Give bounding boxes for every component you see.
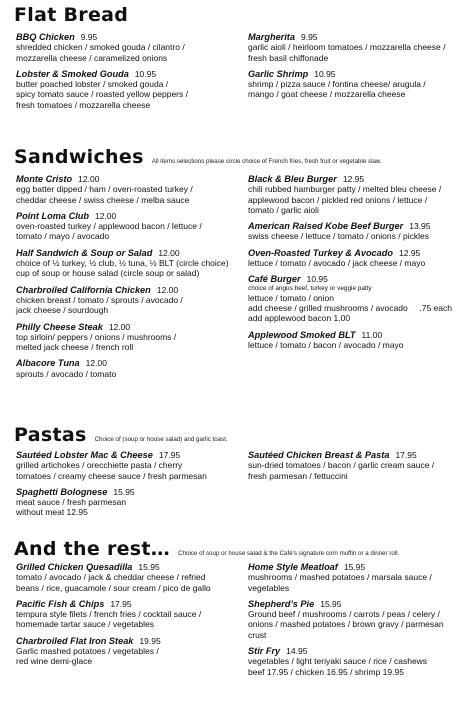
item-desc: mushrooms / mashed potatoes / marsala sauce / (248, 572, 432, 583)
item-desc: Garlic mashed potatoes / vegetables / (16, 646, 159, 657)
column-right (248, 562, 452, 683)
menu-item (16, 487, 238, 518)
menu-item (16, 358, 238, 379)
item-desc: tomato / garlic aioli (248, 204, 319, 215)
item-subnote: choice of angus beef, turkey or veggie patty (248, 284, 372, 292)
item-addon (248, 303, 452, 313)
menu-item (248, 174, 452, 215)
menu-item (248, 330, 452, 351)
section-title: Flat Bread (14, 4, 129, 26)
item-price: 10.95 (314, 68, 336, 79)
section-note: All items selections please circle choice of French fries, fresh fruit or vegetable slaw. (151, 158, 382, 165)
item-name: Monte Cristo (16, 174, 73, 184)
item-desc: choice of ½ turkey, ½ club, ½ tuna, ½ BLT (circle choice) (16, 258, 229, 269)
menu-item (16, 599, 238, 630)
item-name: Café Burger (248, 274, 301, 285)
item-price: 10.95 (306, 274, 328, 285)
item-desc: fresh basil chiffonade (248, 52, 329, 63)
item-price: 17.95 (395, 450, 417, 460)
item-name: Black & Bleu Burger (248, 174, 337, 184)
item-price: 9.95 (80, 32, 98, 42)
item-desc: tomatoes / creamy cheese sauce / fresh parmesan (16, 470, 207, 481)
item-desc: mango / goat cheese / mozzarella cheese (248, 89, 406, 100)
section-flatbread (14, 4, 450, 122)
item-desc: grilled artichokes / orecchiette pasta / cherry (16, 460, 183, 471)
item-name: Charbroiled California Chicken (16, 284, 151, 295)
item-name: Grilled Chicken Quesadilla (16, 562, 133, 572)
item-price: 9.95 (300, 32, 318, 42)
item-desc: meat sauce / fresh parmesan (16, 497, 127, 508)
item-desc: jack cheese / sourdough (16, 305, 109, 316)
column-left (16, 562, 238, 673)
item-desc: cup of soup or house salad (circle soup or salad) (16, 268, 200, 279)
item-desc: chicken breast / tomato / sprouts / avocado / (16, 294, 183, 305)
item-price: 12.00 (85, 358, 107, 369)
item-desc: shrimp / pizza sauce / fontina cheese/ arugula / (248, 79, 426, 90)
item-price: 14.95 (286, 646, 308, 657)
section-header (14, 424, 450, 446)
item-desc: lettuce / tomato / bacon / avocado / mayo (248, 339, 404, 350)
item-desc: lettuce / tomato / onion (248, 292, 334, 303)
item-price: 15.95 (113, 486, 135, 497)
item-price: 19.95 (139, 635, 161, 646)
item-price: 11.00 (361, 329, 383, 340)
menu-item (16, 211, 238, 242)
item-desc: onions / mashed potatoes / brown gravy / parmesan (248, 619, 444, 630)
item-desc: add applewood bacon 1.00 (248, 313, 351, 324)
menu-item (16, 636, 238, 667)
item-name: Shepherd’s Pie (248, 598, 315, 609)
item-desc: vegetables / light teriyaki sauce / rice / cashews (248, 656, 428, 667)
item-desc: tomato / mayo / avocado (16, 231, 110, 242)
menu-item (248, 69, 452, 100)
item-name: Spaghetti Bolognese (16, 486, 108, 497)
item-desc: tempura style filets / french fries / cocktail sauce / (16, 609, 202, 620)
menu-item (248, 646, 452, 677)
menu-item (248, 32, 452, 63)
item-desc: mozzarella cheese / caramelized onions (16, 52, 168, 63)
item-price: 12.00 (156, 284, 179, 295)
menu-item (16, 248, 238, 279)
item-name: Sautéed Chicken Breast & Pasta (248, 450, 390, 460)
item-name: Philly Cheese Steak (16, 321, 103, 332)
item-name: Margherita (248, 32, 295, 42)
section-note: Choice of (soup or house salad) and garlic toast. (94, 436, 228, 443)
item-name: Garlic Shrimp (248, 68, 309, 79)
item-desc: sun-dried tomatoes / bacon / garlic cream sauce / (248, 460, 435, 471)
item-price: 15.95 (320, 598, 342, 609)
item-price: 12.00 (78, 174, 100, 184)
item-desc: spicy tomato sauce / roasted yellow peppers / (16, 89, 188, 100)
item-desc: cheddar cheese / swiss cheese / melba sauce (16, 194, 190, 205)
column-left (16, 174, 238, 385)
item-desc: beef 17.95 / chicken 16.95 / shrimp 19.95 (248, 666, 404, 677)
column-right (248, 32, 452, 106)
item-desc: chili rubbed hamburger patty / melted bleu cheese / (248, 184, 442, 195)
menu-item (248, 221, 452, 242)
menu-item (16, 32, 238, 63)
item-name: Albacore Tuna (16, 358, 80, 369)
section-header (14, 538, 450, 560)
menu-item (248, 274, 452, 323)
item-desc: butter poached lobster / smoked gouda / (16, 79, 169, 90)
item-price: 15.95 (343, 562, 366, 572)
column-right (248, 174, 452, 356)
item-desc: tomato / avocado / jack & cheddar cheese / refried (16, 572, 206, 583)
item-price: 17.95 (110, 598, 132, 609)
section-pastas (14, 424, 450, 540)
item-desc: garlic aioli / heirloom tomatoes / mozzarella cheese / (248, 42, 446, 53)
addon-price: .75 each (419, 302, 452, 313)
item-desc: beans / rice, guacamole / sour cream / pico de gallo (16, 582, 211, 593)
menu-item (16, 450, 238, 481)
item-name: American Raised Kobe Beef Burger (248, 221, 404, 232)
item-name: Applewood Smoked BLT (248, 329, 356, 340)
item-price: 12.95 (399, 247, 421, 258)
item-price: 17.95 (158, 450, 181, 460)
item-desc: egg batter dipped / ham / oven-roasted turkey / (16, 184, 193, 195)
item-desc: applewood bacon / pickled red onions / lettuce / (248, 194, 428, 205)
item-price: 10.95 (134, 68, 157, 79)
section-header (14, 146, 450, 168)
menu-item (16, 174, 238, 205)
item-price: 12.00 (94, 210, 117, 221)
item-price: 12.00 (158, 247, 180, 258)
item-desc: vegetables (248, 582, 290, 593)
menu-item (16, 322, 238, 353)
section-and-the-rest (14, 538, 450, 702)
item-desc: shredded chicken / smoked gouda / cilantro / (16, 42, 185, 53)
item-name: Point Loma Club (16, 210, 89, 221)
item-desc: fresh parmesan / fettuccini (248, 470, 348, 481)
item-name: Lobster & Smoked Gouda (16, 68, 129, 79)
item-name: BBQ Chicken (16, 32, 75, 42)
item-desc: oven-roasted turkey / applewood bacon / lettuce / (16, 221, 202, 232)
item-name: Pacific Fish & Chips (16, 598, 105, 609)
item-desc: melted jack cheese / french roll (16, 342, 134, 353)
section-note: Choice of soup or house salad & the Café's signature corn muffin or a dinner roll. (178, 550, 400, 557)
item-name: Home Style Meatloaf (248, 562, 338, 572)
item-desc: fresh tomatoes / mozzarella cheese (16, 99, 151, 110)
column-left (16, 32, 238, 116)
section-title: Sandwiches (14, 146, 144, 168)
item-price: 13.95 (409, 221, 431, 232)
item-desc: lettuce / tomato / avocado / jack cheese / mayo (248, 258, 426, 269)
item-name: Oven-Roasted Turkey & Avocado (248, 247, 393, 258)
menu-item (16, 562, 238, 593)
menu-item (248, 599, 452, 640)
column-left (16, 450, 238, 524)
menu-item (16, 285, 238, 316)
item-price: 12.95 (342, 174, 365, 184)
item-name: Stir Fry (248, 646, 281, 657)
section-sandwiches (14, 146, 450, 414)
menu-item (248, 562, 452, 593)
item-desc: red wine demi-glace (16, 656, 93, 667)
section-header (14, 4, 450, 26)
item-desc: sprouts / avocado / tomato (16, 368, 117, 379)
item-desc: crust (248, 629, 267, 640)
item-desc: swiss cheese / lettuce / tomato / onions / pickles (248, 231, 429, 242)
item-name: Charbroiled Flat Iron Steak (16, 635, 134, 646)
item-name: Half Sandwich & Soup or Salad (16, 247, 153, 258)
menu-item (16, 69, 238, 110)
menu-item (248, 450, 452, 481)
section-title: Pastas (14, 424, 87, 446)
item-price: 15.95 (138, 562, 160, 572)
item-desc: homemade tartar sauce / vegetables (16, 619, 154, 630)
item-desc: without meat 12.95 (16, 507, 88, 518)
column-right (248, 450, 452, 487)
section-title: And the rest… (14, 538, 171, 560)
addon-text: add cheese / grilled mushrooms / avocado (248, 302, 408, 313)
item-desc: Ground beef / mushrooms / carrots / peas / celery / (248, 609, 440, 620)
menu-item (248, 248, 452, 269)
item-name: Sautéed Lobster Mac & Cheese (16, 450, 153, 460)
item-desc: top sirloin/ peppers / onions / mushrooms / (16, 331, 177, 342)
item-price: 12.00 (108, 321, 131, 332)
